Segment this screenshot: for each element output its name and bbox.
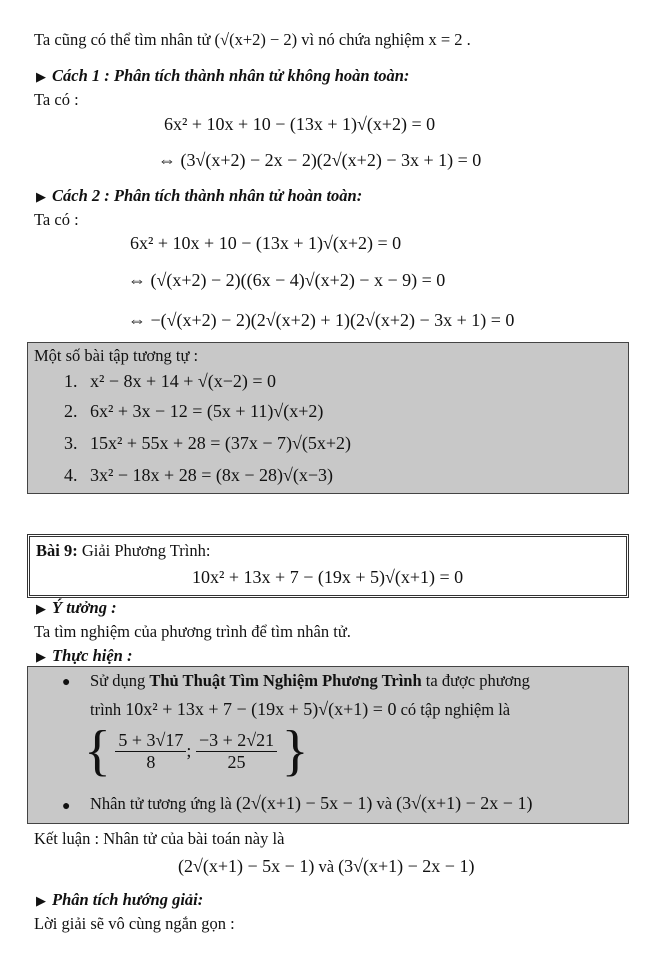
ytuong-heading [36, 598, 117, 618]
b1-line2-post: có tập nghiệm là [396, 700, 511, 719]
cach2-eq2: ⇔ (√(x+2) − 2)((6x − 4)√(x+2) − x − 9) = 0 [128, 270, 446, 290]
ytuong-heading-text: Ý tưởng : [52, 598, 117, 617]
exercises-box [27, 342, 629, 494]
ketluan-factors [178, 856, 474, 877]
b2-pre: Nhân tử tương ứng là [90, 794, 236, 813]
right-brace: } [281, 720, 309, 782]
exercise-eq: 3x² − 18x + 28 = (8x − 28)√(x−3) [90, 465, 334, 485]
bai9-label: Bài 9: [36, 541, 78, 560]
exercise-item [64, 433, 351, 454]
sol2-den: 25 [227, 751, 246, 772]
exercise-eq: 15x² + 55x + 28 = (37x − 7)√(5x+2) [90, 433, 352, 453]
sol2-num: −3 + 2√21 [196, 730, 277, 752]
triangle-icon: ▶ [36, 69, 46, 84]
cach2-heading [36, 186, 362, 206]
ketluan-text: Kết luận : Nhân tử của bài toán này là [34, 829, 285, 848]
sol1-den: 8 [146, 751, 156, 772]
b2-factor1: (2√(x+1) − 5x − 1) [236, 793, 373, 813]
b1-line2-pre: trình [90, 700, 126, 719]
thuchien-heading-text: Thực hiện : [52, 646, 133, 665]
triangle-icon: ▶ [36, 893, 46, 908]
b1-pre: Sử dụng [90, 671, 150, 690]
thuchien-line3 [90, 793, 532, 814]
exercise-num: 4. [64, 465, 78, 485]
exercise-item [64, 401, 323, 422]
exercise-item [64, 371, 276, 392]
b1-post: ta được phương [421, 671, 530, 690]
bai9-title-line [36, 541, 210, 561]
b1-bold: Thủ Thuật Tìm Nghiệm Phương Trình [149, 671, 422, 690]
b2-and: và [372, 794, 397, 813]
cach1-heading [36, 66, 409, 86]
bullet-icon: ● [62, 799, 71, 814]
exercise-eq: x² − 8x + 14 + √(x−2) = 0 [90, 371, 277, 391]
cach2-eq1: 6x² + 10x + 10 − (13x + 1)√(x+2) = 0 [130, 233, 402, 253]
triangle-icon: ▶ [36, 649, 46, 664]
bullet-icon: ● [62, 675, 71, 690]
bai9-eq: 10x² + 13x + 7 − (19x + 5)√(x+1) = 0 [192, 567, 464, 587]
exercise-num: 3. [64, 433, 78, 453]
solution-set [84, 720, 309, 782]
b2-factor2: (3√(x+1) − 2x − 1) [396, 793, 533, 813]
thuchien-line2 [90, 699, 510, 720]
ytuong-text: Ta tìm nghiệm của phương trình để tìm nhân tử. [34, 622, 351, 641]
exercise-item [64, 465, 333, 486]
left-brace: { [84, 720, 111, 782]
solution-1 [115, 730, 186, 773]
thuchien-line1 [90, 671, 530, 691]
cach1-taco: Ta có : [34, 90, 79, 109]
cach2-taco: Ta có : [34, 210, 79, 229]
phantich-heading-text: Phân tích hướng giải: [52, 890, 204, 909]
exercise-eq: 6x² + 3x − 12 = (5x + 11)√(x+2) [90, 401, 324, 421]
triangle-icon: ▶ [36, 601, 46, 616]
bai9-title: Giải Phương Trình: [77, 541, 211, 560]
bai9-box [27, 534, 629, 598]
thuchien-heading [36, 646, 132, 666]
triangle-icon: ▶ [36, 189, 46, 204]
thuchien-box [27, 666, 629, 824]
cach2-eq3: ⇔ −(√(x+2) − 2)(2√(x+2) + 1)(2√(x+2) − 3x + 1) = 0 [128, 310, 515, 330]
exercises-title: Một số bài tập tương tự : [34, 346, 199, 365]
exercise-num: 2. [64, 401, 78, 421]
sol1-num: 5 + 3√17 [115, 730, 186, 752]
cach1-heading-text: Cách 1 : Phân tích thành nhân tử không hoàn toàn: [52, 66, 410, 85]
phantich-heading [36, 890, 203, 910]
phantich-text: Lời giải sẽ vô cùng ngắn gọn : [34, 914, 235, 933]
cach2-heading-text: Cách 2 : Phân tích thành nhân tử hoàn toàn: [52, 186, 363, 205]
exercise-num: 1. [64, 371, 78, 391]
ketluan-factor1: (2√(x+1) − 5x − 1) [178, 856, 315, 876]
ketluan-factor2: (3√(x+1) − 2x − 1) [338, 856, 475, 876]
ketluan-and: và [314, 857, 339, 876]
cach1-eq1: 6x² + 10x + 10 − (13x + 1)√(x+2) = 0 [164, 114, 436, 134]
intro-text: Ta cũng có thể tìm nhân tử (√(x+2) − 2) vì nó chứa nghiệm x = 2 . [34, 30, 471, 49]
solution-2 [196, 730, 277, 773]
cach1-eq2: ⇔ (3√(x+2) − 2x − 2)(2√(x+2) − 3x + 1) = 0 [158, 150, 482, 170]
separator: ; [186, 740, 192, 761]
b1-line2-eq: 10x² + 13x + 7 − (19x + 5)√(x+1) = 0 [125, 699, 397, 719]
